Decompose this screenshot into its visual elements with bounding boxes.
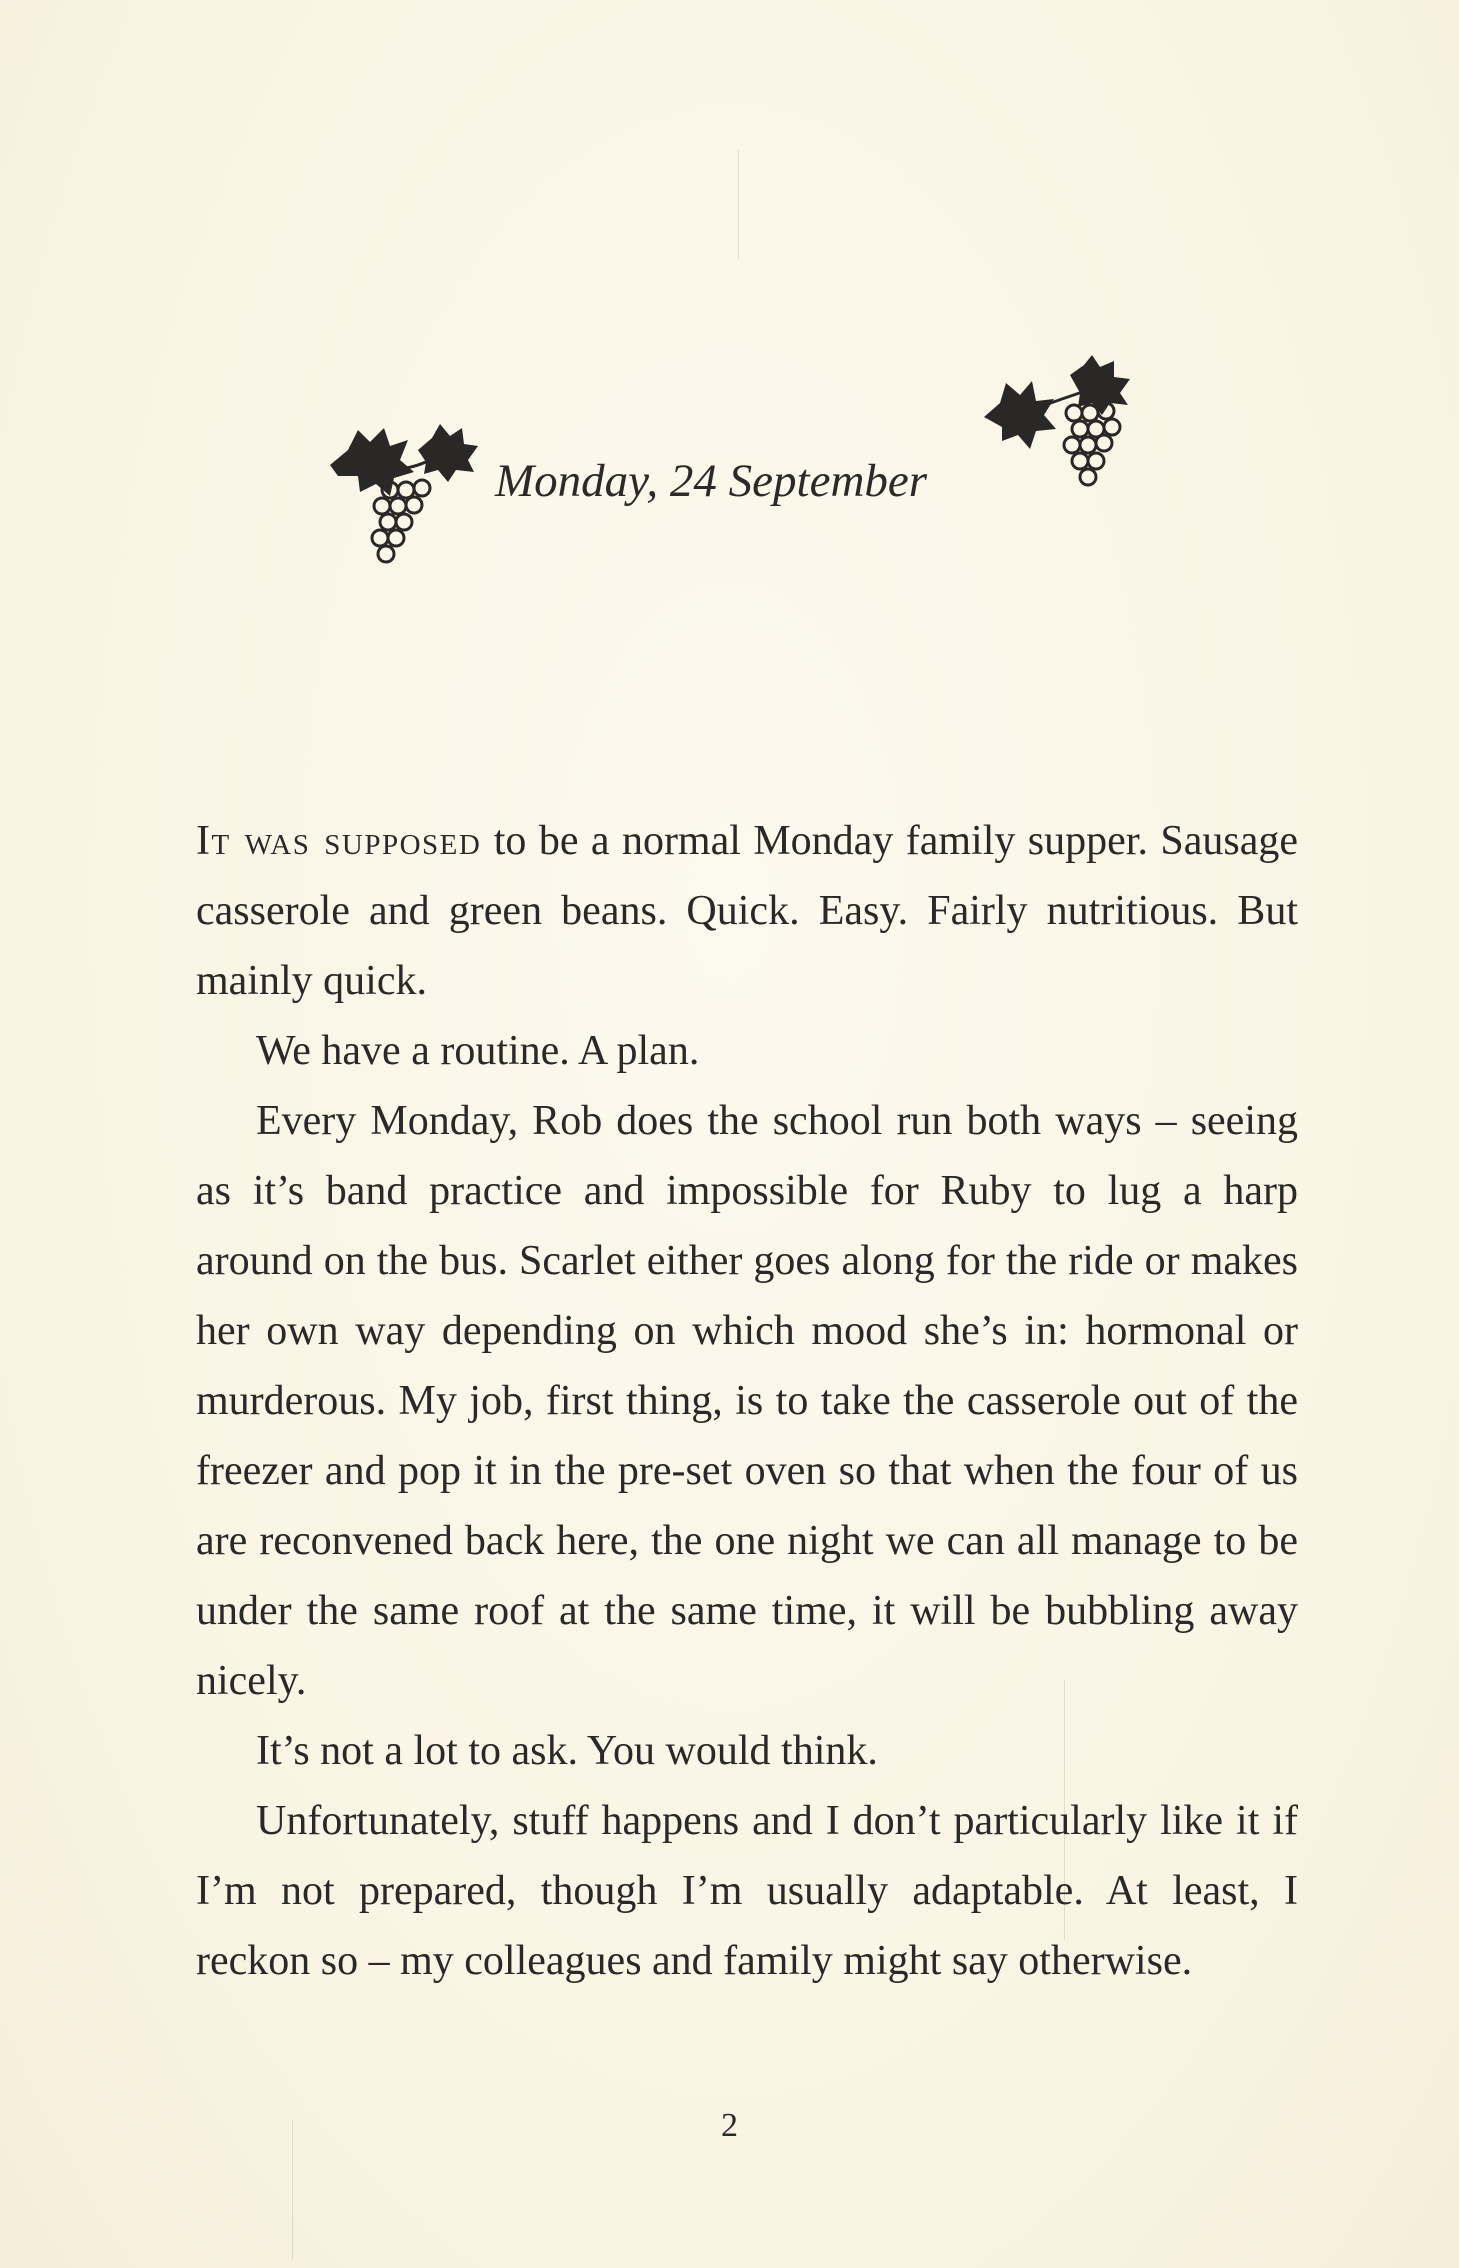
paragraph: We have a routine. A plan.	[256, 1028, 700, 1074]
paragraph	[196, 806, 1298, 1016]
paragraph: It’s not a lot to ask. You would think.	[256, 1728, 878, 1774]
chapter-header	[320, 355, 1140, 585]
chapter-title: Monday, 24 September	[495, 455, 928, 507]
paragraph-text: to be a normal Monday family supper. Sausage casserole and green beans. Quick. Easy. Fairly nutritious. But mainly quick.	[196, 818, 1298, 1004]
grape-vine-icon	[320, 420, 480, 580]
paragraph: Every Monday, Rob does the school run both ways – seeing as it’s band practice and impossible for Ruby to lug a harp around on the bus. Scarlet either goes along for the ride or makes her own way depending on which mood she’s in: hormonal or murderous. My job, first thing, is to take the casserole out of the freezer and pop it in the pre-set oven so that when the four of us are reconvened back here, the one night we can all manage to be under the same roof at the same time, it will be bubbling away nicely.	[196, 1098, 1298, 1704]
chapter-body	[196, 806, 1298, 1996]
scan-artifact	[738, 150, 739, 260]
lead-in: It was supposed	[196, 818, 482, 864]
grape-vine-icon	[980, 355, 1140, 515]
paragraph: Unfortunately, stuff happens and I don’t particularly like it if I’m not prepared, though I’m usually adaptable. At least, I reckon so – my colleagues and family might say otherwise.	[196, 1798, 1298, 1984]
page-number: 2	[721, 2107, 738, 2144]
